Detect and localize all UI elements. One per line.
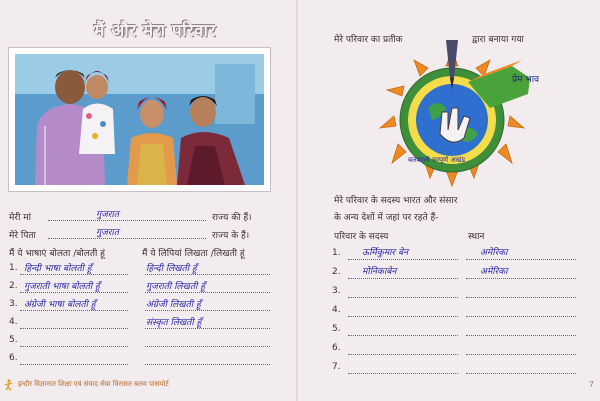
member-place-line: [466, 373, 576, 374]
family-photo-image: [15, 54, 264, 185]
languages-header: मैं ये भाषाएं बोलता /बोलती हूं: [9, 249, 105, 259]
member-row-number: 4.: [332, 305, 341, 315]
member-row-number: 2.: [332, 267, 341, 277]
mother-suffix: राज्य की हैं।: [212, 213, 252, 223]
member-place-line: [466, 316, 576, 317]
language-line: [20, 328, 128, 329]
emblem-ring-text: बलशाली सम्पूर्ण अखंड: [408, 156, 466, 164]
script-entry: हिन्दी लिखती हूँ: [146, 264, 197, 274]
page-title: मैं और मेरा परिवार: [94, 21, 216, 41]
language-row-number: 3.: [9, 299, 18, 309]
member-place-line: [466, 335, 576, 336]
members-intro-line2: के अन्य देशों में जहां पर रहते हैं-: [334, 213, 439, 223]
scripts-header: मैं ये लिपियां लिखता /लिखती हूं: [142, 249, 245, 259]
script-line: [145, 346, 270, 347]
family-photo: [9, 48, 270, 191]
member-name-line: [348, 354, 458, 355]
script-entry: अंग्रेजी लिखती हूँ: [146, 300, 201, 310]
left-page: [0, 0, 299, 401]
father-label: मेरे पिता: [9, 231, 36, 241]
member-row-number: 1.: [332, 248, 341, 258]
script-line: [145, 328, 270, 329]
member-name-line: [348, 373, 458, 374]
family-symbol-drawing: [372, 38, 540, 188]
footer-text: इन्दौर विज्ञानात शिक्षा एवं संवाद सेवा विरासत बलव पासपोर्ट: [18, 380, 169, 388]
script-line: [145, 310, 270, 311]
member-place: अमेरिका: [480, 248, 508, 258]
member-place: अमेरिका: [480, 267, 508, 277]
running-figure-icon: [4, 376, 14, 388]
member-place-line: [466, 278, 576, 279]
language-line: [20, 292, 128, 293]
father-state-value: गुजरात: [96, 228, 119, 238]
member-row-number: 7.: [332, 362, 341, 372]
script-entry: संस्कृत लिखती हूँ: [146, 318, 202, 328]
script-entry: गुजराती लिखती हूँ: [146, 282, 205, 292]
mother-state-line: [48, 220, 206, 221]
member-place-line: [466, 259, 576, 260]
member-name-line: [348, 278, 458, 279]
place-column-header: स्थान: [468, 232, 485, 242]
symbol-label: मेरे परिवार का प्रतीक: [334, 35, 403, 45]
language-row-number: 4.: [9, 317, 18, 327]
language-row-number: 5.: [9, 335, 18, 345]
language-line: [20, 346, 128, 347]
member-name-line: [348, 335, 458, 336]
mother-label: मेरी मां: [9, 213, 31, 223]
mother-state-value: गुजरात: [96, 210, 119, 220]
script-line: [145, 292, 270, 293]
script-line: [145, 364, 270, 365]
page-number: 7: [588, 380, 594, 389]
father-suffix: राज्य के हैं।: [212, 231, 250, 241]
script-line: [145, 274, 270, 275]
language-entry: हिन्दी भाषा बोलती हूँ: [24, 264, 92, 274]
member-row-number: 3.: [332, 286, 341, 296]
member-place-line: [466, 297, 576, 298]
member-row-number: 6.: [332, 343, 341, 353]
father-state-line: [48, 238, 206, 239]
member-name: मोनिकाबेन: [362, 267, 397, 277]
language-row-number: 1.: [9, 263, 18, 273]
symbol-suffix: द्वारा बनाया गया: [472, 35, 524, 45]
member-place-line: [466, 354, 576, 355]
members-intro-line1: मेरे परिवार के सदस्य भारत और संसार: [334, 196, 458, 206]
language-entry: गुजराती भाषा बोलती हूँ: [24, 282, 100, 292]
members-column-header: परिवार के सदस्य: [334, 232, 389, 242]
member-name-line: [348, 297, 458, 298]
language-row-number: 6.: [9, 353, 18, 363]
member-name-line: [348, 259, 458, 260]
emblem-banner-text: प्रेम भाव: [512, 75, 540, 85]
member-name-line: [348, 316, 458, 317]
language-row-number: 2.: [9, 281, 18, 291]
member-row-number: 5.: [332, 324, 341, 334]
family-photo-illustration: [15, 54, 264, 185]
member-name: ऊर्मिकुमार बेन: [362, 248, 409, 258]
language-line: [20, 364, 128, 365]
language-line: [20, 274, 128, 275]
language-line: [20, 310, 128, 311]
language-entry: अंग्रेजी भाषा बोलती हूँ: [24, 300, 96, 310]
